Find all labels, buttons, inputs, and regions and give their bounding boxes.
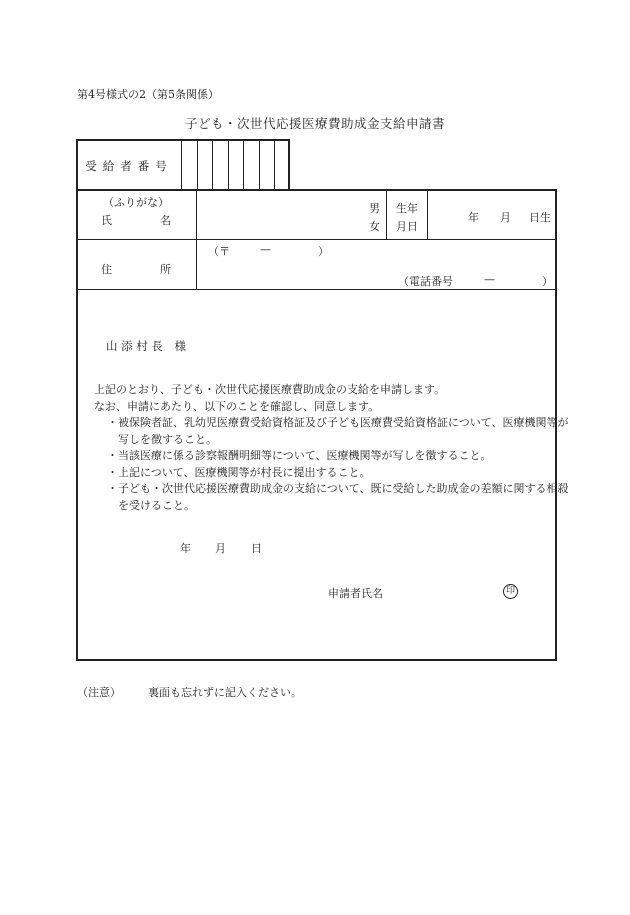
declaration-line2: なお、申請にあたり、以下のことを確認し、同意します。: [94, 399, 380, 413]
recipient-number-label: 受給者番号: [85, 159, 173, 173]
address-label-right: 所: [160, 263, 171, 276]
phone-close: ）: [542, 275, 553, 288]
recipient-number-box: [76, 139, 290, 189]
phone-dash[interactable]: —: [484, 273, 495, 286]
form-number: 第4号様式の2（第5条関係）: [77, 88, 219, 101]
recipient-number-digit-cell[interactable]: [274, 141, 291, 189]
dob-month[interactable]: 月: [500, 211, 511, 224]
dob-year[interactable]: 年: [468, 211, 479, 224]
address-label-left: 住: [101, 263, 112, 276]
dob-day-birth[interactable]: 日生: [529, 211, 551, 224]
postal-open: （〒: [208, 245, 230, 258]
seal-mark: 印: [503, 584, 518, 599]
footer-note: [77, 684, 302, 700]
name-label-right: 名: [160, 214, 171, 227]
document-title: 子ども・次世代応援医療費助成金支給申請書: [184, 116, 445, 131]
note-text: 裏面も忘れずに記入ください。: [148, 686, 302, 699]
signer-name-field[interactable]: [394, 583, 494, 599]
declaration-bullet-4: ・子ども・次世代応援医療費助成金の支給について、既に受給した助成金の差額に関する相殺を受けること。: [107, 482, 569, 512]
recipient-number-digit-cell[interactable]: [243, 141, 260, 189]
row-divider-address: [78, 289, 555, 290]
recipient-number-digit-cell[interactable]: [228, 141, 245, 189]
address-field[interactable]: [202, 257, 472, 271]
gender-male[interactable]: 男: [369, 202, 380, 215]
furigana-label: （ふりがな）: [103, 196, 169, 209]
gender-divider: [386, 191, 387, 239]
application-form: [76, 189, 569, 661]
date-month[interactable]: 月: [215, 542, 226, 555]
declaration-bullet-2: ・当該医療に係る診察報酬明細等について、医療機関等が写しを徴すること。: [107, 449, 492, 462]
postal-dash[interactable]: —: [260, 243, 271, 256]
declaration-line1: 上記のとおり、子ども・次世代応援医療費助成金の支給を申請します。: [94, 383, 446, 396]
signer-label: 申請者氏名: [328, 587, 383, 600]
recipient-number-digit-cell[interactable]: [181, 141, 197, 189]
declaration-bullet-1: ・被保険者証、乳幼児医療費受給資格証及び子ども医療費受給資格証について、医療機関等が写しを徴すること。: [107, 416, 569, 446]
recipient-number-digit-cell[interactable]: [259, 141, 276, 189]
gender-female[interactable]: 女: [369, 220, 380, 233]
postal-close: ）: [318, 245, 329, 258]
dob-label-divider: [427, 191, 428, 239]
declaration-bullet-3: ・上記について、医療機関等が村長に提出すること。: [107, 465, 371, 479]
name-field[interactable]: [196, 191, 385, 239]
recipient-number-digit-cell[interactable]: [197, 141, 214, 189]
date-year[interactable]: 年: [180, 542, 191, 555]
date-day[interactable]: 日: [251, 542, 262, 555]
note-label: （注意）: [77, 686, 121, 699]
dob-label-line1: 生年: [396, 202, 418, 215]
dob-label-line2: 月日: [396, 220, 418, 233]
addressee: 山 添 村 長 様: [106, 339, 186, 353]
recipient-number-digit-cell[interactable]: [212, 141, 229, 189]
name-label-left: 氏: [101, 214, 112, 227]
phone-label: （電話番号: [398, 275, 453, 288]
row-divider-name: [78, 239, 555, 240]
